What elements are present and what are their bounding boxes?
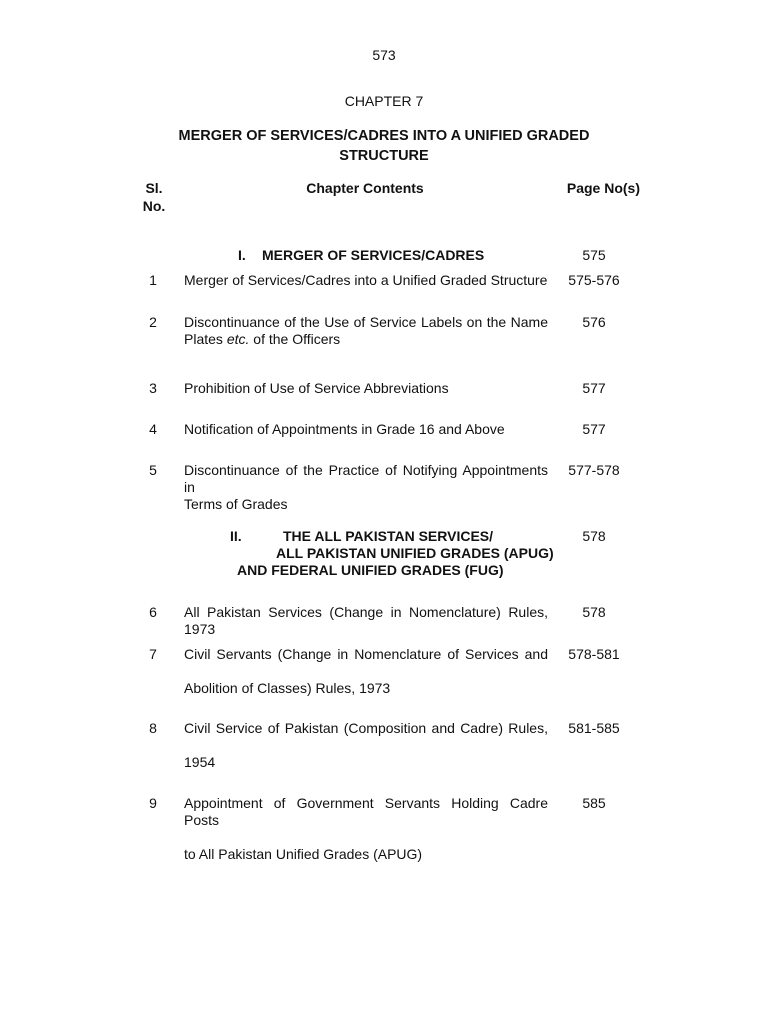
row-8-line-1: Civil Service of Pakistan (Composition and Cadre) Rules, (184, 720, 548, 736)
header-page-nos: Page No(s) (566, 180, 640, 196)
header-sl-line1: Sl. (145, 180, 163, 196)
row-7-page: 578-581 (568, 646, 620, 662)
section-1-numeral: I. (238, 247, 246, 263)
section-1-heading (238, 247, 484, 264)
row-2-page: 576 (582, 314, 606, 330)
chapter-label: CHAPTER 7 (344, 93, 424, 109)
row-8-sl: 8 (149, 720, 157, 736)
row-6-page: 578 (582, 604, 606, 620)
row-7-line-1: Civil Servants (Change in Nomenclature of Services and (184, 646, 548, 662)
page-number: 573 (372, 47, 396, 63)
row-2-line-2a: Plates (184, 331, 227, 347)
chapter-title: MERGER OF SERVICES/CADRES INTO A UNIFIED GRADED STRUCTURE (178, 128, 590, 164)
section-2-numeral: II. (230, 528, 242, 544)
row-9-sl: 9 (149, 795, 157, 811)
row-5-line-1: Discontinuance of the Practice of Notifying Appointments in (184, 462, 548, 495)
row-2-line-2b: of the Officers (249, 331, 341, 347)
row-2-line-2-italic: etc. (226, 331, 250, 347)
row-3-text (184, 380, 548, 397)
row-4-sl: 4 (149, 421, 157, 437)
section-1-title: MERGER OF SERVICES/CADRES (262, 247, 485, 263)
row-2-line-2 (184, 331, 548, 348)
header-sl-no (132, 179, 176, 215)
row-1-sl: 1 (149, 272, 157, 288)
row-7-text (184, 646, 548, 697)
header-chapter-contents: Chapter Contents (306, 180, 424, 196)
row-5-line-2: Terms of Grades (184, 496, 288, 512)
row-7-line-2: Abolition of Classes) Rules, 1973 (184, 680, 391, 696)
row-9-text (184, 795, 548, 863)
row-4-text (184, 421, 548, 438)
row-8-page: 581-585 (568, 720, 620, 736)
row-1-text (184, 272, 548, 289)
row-2-line-1: Discontinuance of the Use of Service Labels on the Name (184, 314, 548, 330)
row-2-sl: 2 (149, 314, 157, 330)
row-9-line-2: to All Pakistan Unified Grades (APUG) (184, 846, 423, 862)
row-6-sl: 6 (149, 604, 157, 620)
row-6-text (184, 604, 548, 638)
row-7-sl: 7 (149, 646, 157, 662)
row-3-page: 577 (582, 380, 606, 396)
section-2-page: 578 (582, 528, 606, 544)
row-9-page: 585 (582, 795, 606, 811)
row-4-page: 577 (582, 421, 606, 437)
row-6-line-1: All Pakistan Services (Change in Nomenclature) Rules, 1973 (184, 604, 548, 637)
section-2-title-line-2: ALL PAKISTAN UNIFIED GRADES (APUG) (276, 545, 554, 561)
row-8-text (184, 720, 548, 771)
row-5-sl: 5 (149, 462, 157, 478)
row-2-text (184, 314, 548, 348)
row-1-page: 575-576 (568, 272, 620, 288)
row-5-page: 577-578 (568, 462, 620, 478)
section-2-title-line-3: AND FEDERAL UNIFIED GRADES (FUG) (237, 562, 504, 578)
row-3-sl: 3 (149, 380, 157, 396)
row-1-line-1: Merger of Services/Cadres into a Unified Graded Structure (184, 272, 548, 288)
row-3-line-1: Prohibition of Use of Service Abbreviations (184, 380, 449, 396)
row-5-text (184, 462, 548, 513)
section-1-page: 575 (582, 247, 606, 263)
header-sl-line2: No. (142, 198, 166, 214)
row-4-line-1: Notification of Appointments in Grade 16 and Above (184, 421, 505, 437)
section-2-title-line-1: THE ALL PAKISTAN SERVICES/ (283, 528, 494, 544)
row-9-line-1: Appointment of Government Servants Holding Cadre Posts (184, 795, 548, 828)
row-8-line-2: 1954 (184, 754, 216, 770)
